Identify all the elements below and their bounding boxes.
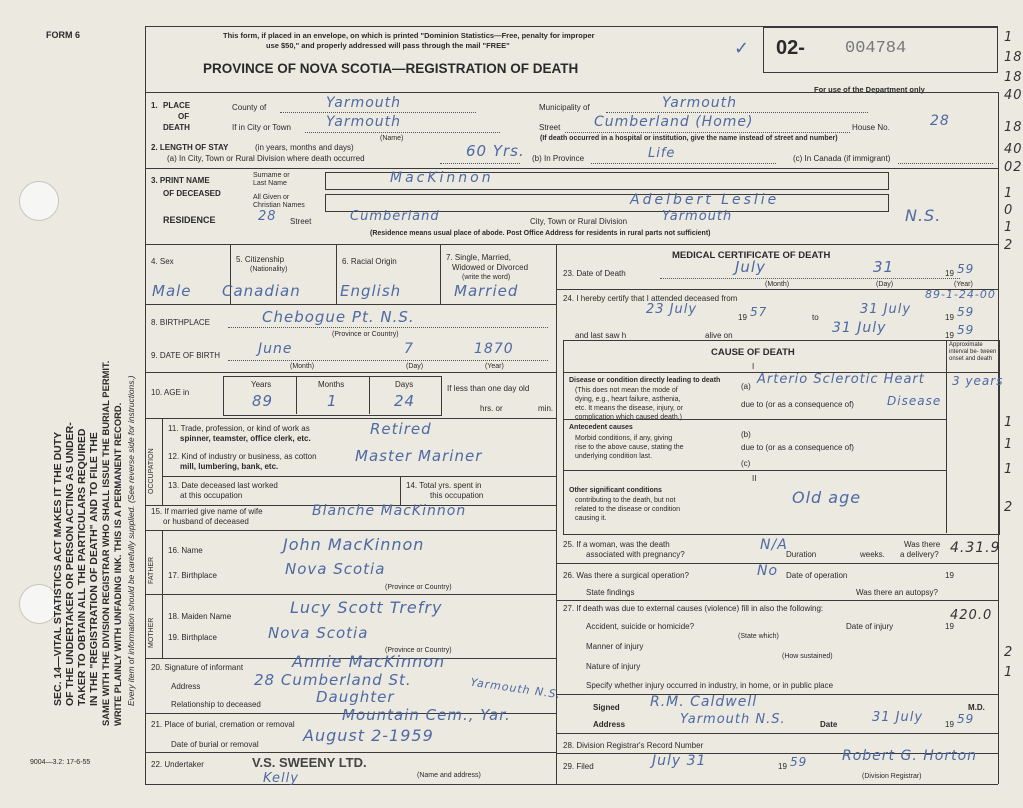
attended-year-prefix-1: 19 — [738, 313, 747, 322]
autopsy-label: Was there an autopsy? — [856, 588, 938, 597]
disease-label-3: dying, e.g., heart failure, asthenia, — [575, 396, 681, 403]
death-month-note: (Month) — [765, 281, 790, 288]
occupation-label: OCCUPATION — [148, 448, 155, 494]
mother-maiden-value: Lucy Scott Trefry — [290, 598, 443, 617]
margin-code: 2 — [1004, 645, 1014, 660]
last-worked-label-2: at this occupation — [180, 491, 243, 500]
length-stay-note: (in years, months and days) — [255, 143, 354, 152]
stay-province-value: Life — [648, 146, 676, 161]
interval-a-value: 3 years — [952, 374, 1004, 388]
last-name-label: Last Name — [253, 180, 287, 187]
attended-to-year: 59 — [957, 305, 975, 319]
wife-label-2: or husband of deceased — [163, 517, 249, 526]
other-condition-value: Old age — [792, 488, 862, 507]
of-deceased-label: OF DECEASED — [163, 189, 221, 198]
margin-code: 1 — [1004, 437, 1014, 452]
age-years-value: 89 — [252, 392, 274, 410]
mail-notice-2: use $50," and properly addressed will pass through the mail "FREE" — [266, 41, 510, 50]
relationship-label: Relationship to deceased — [171, 700, 261, 709]
attended-from-year: 57 — [750, 305, 768, 319]
margin-code: 2 — [1004, 238, 1014, 253]
undertaker-value: V.S. SWEENY LTD. — [252, 755, 367, 770]
sign-date-value: 31 July — [872, 710, 924, 725]
header-divider — [145, 92, 998, 93]
dob-day-value: 7 — [404, 341, 414, 357]
side-line-7: Every item of information should be carefully supplied. (See reverse side for instructions.) — [126, 375, 136, 706]
death-year-prefix: 19 — [945, 269, 954, 278]
mother-birth-label: 19. Birthplace — [168, 633, 217, 642]
division-registrar-label: (Division Registrar) — [862, 773, 922, 780]
due-to-label-b: due to (or as a consequence of) — [741, 443, 854, 452]
industry-label-2: mill, lumbering, bank, etc. — [180, 462, 279, 471]
street-value: Cumberland (Home) — [594, 114, 754, 130]
age-months-label: Months — [318, 380, 345, 389]
father-birth-label: 17. Birthplace — [168, 571, 217, 580]
filed-value: July 31 — [652, 753, 707, 769]
margin-code: 1 — [1004, 186, 1014, 201]
woman-label-2: associated with pregnancy? — [586, 550, 685, 559]
undertaker-note: (Name and address) — [417, 772, 481, 779]
citizenship-value: Canadian — [222, 282, 301, 300]
mother-birth-value: Nova Scotia — [268, 624, 369, 642]
mail-notice-1: This form, if placed in an envelope, on which is printed "Dominion Statistics—Free, penalty for improper — [223, 31, 595, 40]
due-to-label-a: due to (or as a consequence of) — [741, 400, 854, 409]
christian-label: Christian Names — [253, 202, 305, 209]
sex-label: 4. Sex — [151, 257, 174, 266]
punch-hole-top — [19, 181, 59, 221]
margin-code: 40 — [1004, 142, 1023, 157]
antecedent-label-1: Antecedent causes — [569, 424, 633, 431]
medical-certificate-title: MEDICAL CERTIFICATE OF DEATH — [672, 250, 831, 261]
external-label: 27. If death was due to external causes (violence) fill in also the following: — [563, 604, 824, 613]
margin-code: 18 — [1004, 50, 1023, 65]
residence-prov-value: N.S. — [905, 206, 942, 225]
margin-code: 02 — [1004, 160, 1023, 175]
md-label: M.D. — [968, 703, 985, 712]
informant-label: 20. Signature of informant — [151, 663, 244, 672]
duration-label: Duration — [786, 550, 817, 559]
sign-address-label: Address — [593, 720, 626, 729]
margin-code: 0 — [1004, 203, 1014, 218]
form-title: PROVINCE OF NOVA SCOTIA—REGISTRATION OF DEATH — [203, 61, 579, 76]
birthplace-note: (Province or Country) — [332, 331, 399, 338]
father-name-value: John MacKinnon — [283, 535, 425, 554]
cause-c-letter: (c) — [741, 459, 751, 468]
certify-label: 24. I hereby certify that I attended deceased from — [563, 294, 738, 303]
date-operation-label: Date of operation — [786, 571, 848, 580]
birthplace-label: 8. BIRTHPLACE — [151, 318, 210, 327]
father-birth-note: (Province or Country) — [385, 584, 452, 591]
mother-maiden-label: 18. Maiden Name — [168, 612, 232, 621]
last-saw-year-prefix: 19 — [945, 331, 954, 340]
print-name-label: 3. PRINT NAME — [151, 176, 210, 185]
wife-label-1: 15. If married give name of wife — [151, 507, 263, 516]
father-name-label: 16. Name — [168, 546, 203, 555]
informant-town-value: Yarmouth N.S. — [469, 675, 562, 702]
department-use-note: For use of the Department only — [814, 85, 925, 94]
racial-label: 6. Racial Origin — [342, 257, 397, 266]
surname-label: Surname or — [253, 172, 290, 179]
street-label: Street — [539, 123, 561, 132]
relationship-value: Daughter — [316, 688, 395, 706]
filed-year-prefix: 19 — [778, 762, 787, 771]
total-yrs-label-2: this occupation — [430, 491, 484, 500]
house-no-label: House No. — [852, 123, 890, 132]
dob-month-value: June — [258, 341, 293, 357]
antecedent-label-2: Morbid conditions, if any, giving — [575, 435, 673, 442]
city-value: Yarmouth — [326, 114, 402, 130]
sex-value: Male — [152, 282, 192, 300]
residence-city-value: Yarmouth — [662, 209, 733, 224]
how-label: (How sustained) — [782, 653, 833, 660]
state-which-label: (State which) — [738, 633, 779, 640]
length-stay-label: 2. LENGTH OF STAY — [151, 143, 229, 152]
municipality-value: Yarmouth — [662, 95, 738, 111]
filed-label: 29. Filed — [563, 762, 594, 771]
accident-code-value: 420.0 — [950, 608, 993, 623]
nature-label: Nature of injury — [586, 662, 641, 671]
attended-from-value: 23 July — [646, 302, 698, 317]
residence-city-label: City, Town or Rural Division — [530, 217, 628, 226]
trade-label-2: spinner, teamster, office clerk, etc. — [180, 434, 311, 443]
residence-note: (Residence means usual place of abode. Post Office Address for residents in rural parts not sufficient) — [370, 230, 711, 237]
marital-value: Married — [454, 282, 519, 300]
disease-label-2: (This does not mean the mode of — [575, 387, 678, 394]
death-day-note: (Day) — [876, 281, 894, 288]
side-line-4: IN THE "REGISTRATION OF DEATH" AND TO FILE THE — [88, 432, 100, 706]
date-label: Date — [820, 720, 838, 729]
margin-code: 1 — [1004, 462, 1014, 477]
burial-date-value: August 2-1959 — [303, 726, 434, 745]
side-line-2: OF THE UNDERTAKER OR PERSON ACTING AS UNDER- — [64, 422, 76, 706]
industry-label-1: 12. Kind of industry or business, as cotton — [168, 452, 317, 461]
residence-number-value: 28 — [258, 209, 277, 224]
delivery-code-value: 4.31.9 — [950, 540, 1001, 556]
cause-title: CAUSE OF DEATH — [711, 347, 795, 358]
last-saw-label: and last saw h — [575, 331, 627, 340]
dob-day-note: (Day) — [406, 363, 424, 370]
other-label-2: contributing to the death, but not — [575, 497, 676, 504]
in-canada-label: (c) In Canada (if immigrant) — [793, 154, 891, 163]
injury-year-prefix: 19 — [945, 622, 954, 631]
residence-label: RESIDENCE — [163, 215, 216, 225]
division-record-label: 28. Division Registrar's Record Number — [563, 741, 704, 750]
operation-year-prefix: 19 — [945, 571, 954, 580]
roman-two: II — [752, 474, 757, 483]
check-mark: ✓ — [734, 38, 751, 59]
date-death-label: 23. Date of Death — [563, 269, 626, 278]
margin-code: 1 — [1004, 665, 1014, 680]
antecedent-label-3: rise to the above cause, stating the — [575, 444, 684, 451]
nationality-label: (Nationality) — [250, 266, 288, 273]
in-province-label: (b) In Province — [532, 154, 585, 163]
margin-code: 18 — [1004, 70, 1023, 85]
cause-a-letter: (a) — [741, 382, 751, 391]
burial-value: Mountain Cem., Yar. — [342, 706, 511, 724]
death-label: DEATH — [163, 123, 190, 132]
residence-street-value: Cumberland — [350, 209, 440, 224]
father-label: FATHER — [148, 556, 155, 584]
sign-year-value: 59 — [957, 712, 975, 726]
trade-label-1: 11. Trade, profession, or kind of work as — [168, 424, 310, 433]
hrs-label: hrs. or — [480, 404, 503, 413]
specify-label: Specify whether injury occurred in industry, in home, or in public place — [586, 681, 834, 690]
registration-number: 004784 — [845, 39, 907, 58]
margin-code: 2 — [1004, 500, 1014, 515]
surname-value: MacKinnon — [390, 170, 494, 186]
informant-value: Annie MacKinnon — [292, 652, 446, 671]
side-line-1: SEC. 14—VITAL STATISTICS ACT MAKES IT THE DUTY — [52, 431, 64, 706]
pregnancy-value: N/A — [760, 537, 788, 553]
attended-year-prefix-2: 19 — [945, 313, 954, 322]
city-label: If in City or Town — [232, 123, 291, 132]
place-label: PLACE — [163, 101, 191, 110]
hospital-note: (If death occurred in a hospital or institution, give the name instead of street and number) — [540, 135, 838, 142]
woman-label-1: 25. If a woman, was the death — [563, 540, 670, 549]
roman-one: I — [752, 362, 755, 371]
county-label: County of — [232, 103, 267, 112]
age-days-label: Days — [395, 380, 414, 389]
delivery-label: a delivery? — [900, 550, 939, 559]
given-label: All Given or — [253, 194, 290, 201]
house-no-value: 28 — [930, 113, 950, 129]
industry-value: Master Mariner — [355, 447, 483, 465]
margin-code: 18 — [1004, 120, 1023, 135]
wife-value: Blanche MacKinnon — [312, 503, 467, 519]
alive-on-label: alive on — [705, 331, 733, 340]
registration-prefix: 02- — [776, 37, 805, 59]
disease-label-4: etc. It means the disease, injury, or — [575, 405, 684, 412]
cause-a-value: Arterio Sclerotic Heart — [757, 372, 925, 387]
death-year-note: (Year) — [954, 281, 973, 288]
of-label: OF — [178, 112, 190, 121]
age-months-value: 1 — [327, 392, 338, 410]
form-label: FORM 6 — [46, 30, 81, 40]
sign-year-prefix: 19 — [945, 720, 954, 729]
margin-code: 40 — [1004, 88, 1023, 103]
date-injury-label: Date of injury — [846, 622, 894, 631]
county-value: Yarmouth — [326, 95, 402, 111]
findings-label: State findings — [586, 588, 635, 597]
age-label: 10. AGE in — [151, 388, 190, 397]
surgery-value: No — [757, 563, 779, 579]
last-saw-year: 59 — [957, 323, 975, 337]
total-yrs-label-1: 14. Total yrs. spent in — [406, 481, 482, 490]
death-day-value: 31 — [873, 258, 895, 276]
margin-code: 1 — [1004, 415, 1014, 430]
dob-year-note: (Year) — [485, 363, 504, 370]
undertaker-label: 22. Undertaker — [151, 760, 204, 769]
cause-b-letter: (b) — [741, 430, 751, 439]
manner-label: Manner of injury — [586, 642, 644, 651]
registrar-signature: Robert G. Horton — [842, 748, 978, 764]
trade-value: Retired — [370, 420, 432, 438]
less-than-day-label: If less than one day old — [447, 384, 530, 393]
accident-label: Accident, suicide or homicide? — [586, 622, 695, 631]
signed-label: Signed — [593, 703, 620, 712]
disease-label-1: Disease or condition directly leading to death — [569, 377, 721, 384]
mother-birth-note: (Province or Country) — [385, 647, 452, 654]
informant-address-label: Address — [171, 682, 201, 691]
mother-label: MOTHER — [148, 617, 155, 648]
dob-month-note: (Month) — [290, 363, 315, 370]
age-days-value: 24 — [394, 392, 416, 410]
other-label-3: related to the disease or condition — [575, 506, 681, 513]
antecedent-label-4: underlying condition last. — [575, 453, 653, 460]
last-worked-label-1: 13. Date deceased last worked — [168, 481, 278, 490]
interval-label: Approximate interval be- tween onset and death — [949, 342, 997, 362]
side-line-5: SAME WITH THE DIVISION REGISTRAR WHO SHALL ISSUE THE BURIAL PERMIT. — [100, 360, 111, 726]
racial-value: English — [340, 282, 402, 300]
residence-street-label: Street — [290, 217, 312, 226]
footer-code: 9004—3.2: 17-6-55 — [30, 759, 91, 766]
sign-address-value: Yarmouth N.S. — [680, 712, 786, 727]
in-city-label: (a) In City, Town or Rural Division where death occurred — [167, 154, 365, 163]
was-there-label: Was there — [904, 540, 941, 549]
place-number: 1. — [151, 101, 158, 110]
municipality-label: Municipality of — [539, 103, 590, 112]
dob-year-value: 1870 — [474, 341, 514, 357]
age-years-label: Years — [251, 380, 272, 389]
min-label: min. — [538, 404, 554, 413]
undertaker-signature: Kelly — [263, 771, 299, 786]
marital-label-3: (write the word) — [462, 274, 511, 281]
other-label-4: causing it. — [575, 515, 607, 522]
marital-label-2: Widowed or Divorced — [452, 263, 529, 272]
cause-a2-value: Disease — [887, 394, 942, 408]
frame-left — [145, 26, 146, 784]
birthplace-value: Chebogue Pt. N.S. — [262, 308, 415, 326]
stay-city-value: 60 Yrs. — [466, 142, 525, 160]
father-birth-value: Nova Scotia — [285, 560, 386, 578]
filed-year-value: 59 — [790, 755, 808, 769]
citizenship-label: 5. Citizenship — [236, 255, 285, 264]
side-line-6: WRITE PLAINLY WITH UNFADING INK. THIS IS A PERMANENT RECORD. — [112, 402, 123, 726]
attended-to-value: 31 July — [860, 302, 912, 317]
signed-value: R.M. Caldwell — [650, 694, 758, 710]
weeks-label: weeks. — [860, 550, 885, 559]
frame-top — [145, 26, 998, 27]
to-label: to — [812, 313, 819, 322]
disease-label-5: complication which caused death.) — [575, 414, 683, 421]
name-note: (Name) — [380, 135, 404, 142]
marital-label-1: 7. Single, Married, — [446, 253, 511, 262]
burial-date-label: Date of burial or removal — [171, 740, 259, 749]
margin-code: 1 — [1004, 30, 1014, 45]
margin-code: 1 — [1004, 220, 1014, 235]
last-saw-value: 31 July — [832, 320, 887, 336]
informant-address-value: 28 Cumberland St. — [254, 671, 412, 689]
surgical-label: 26. Was there a surgical operation? — [563, 571, 689, 580]
other-label-1: Other significant conditions — [569, 487, 662, 494]
death-year-value: 59 — [957, 262, 975, 276]
dob-label: 9. DATE OF BIRTH — [151, 351, 221, 360]
side-line-3: TAKER TO OBTAIN ALL THE PARTICULARS REQUIRED — [76, 428, 88, 706]
given-name-value: Adelbert Leslie — [630, 192, 780, 208]
burial-label: 21. Place of burial, cremation or removal — [151, 720, 295, 729]
death-month-value: July — [735, 258, 766, 276]
cert-code-value: 89-1-24-00 — [925, 288, 996, 301]
